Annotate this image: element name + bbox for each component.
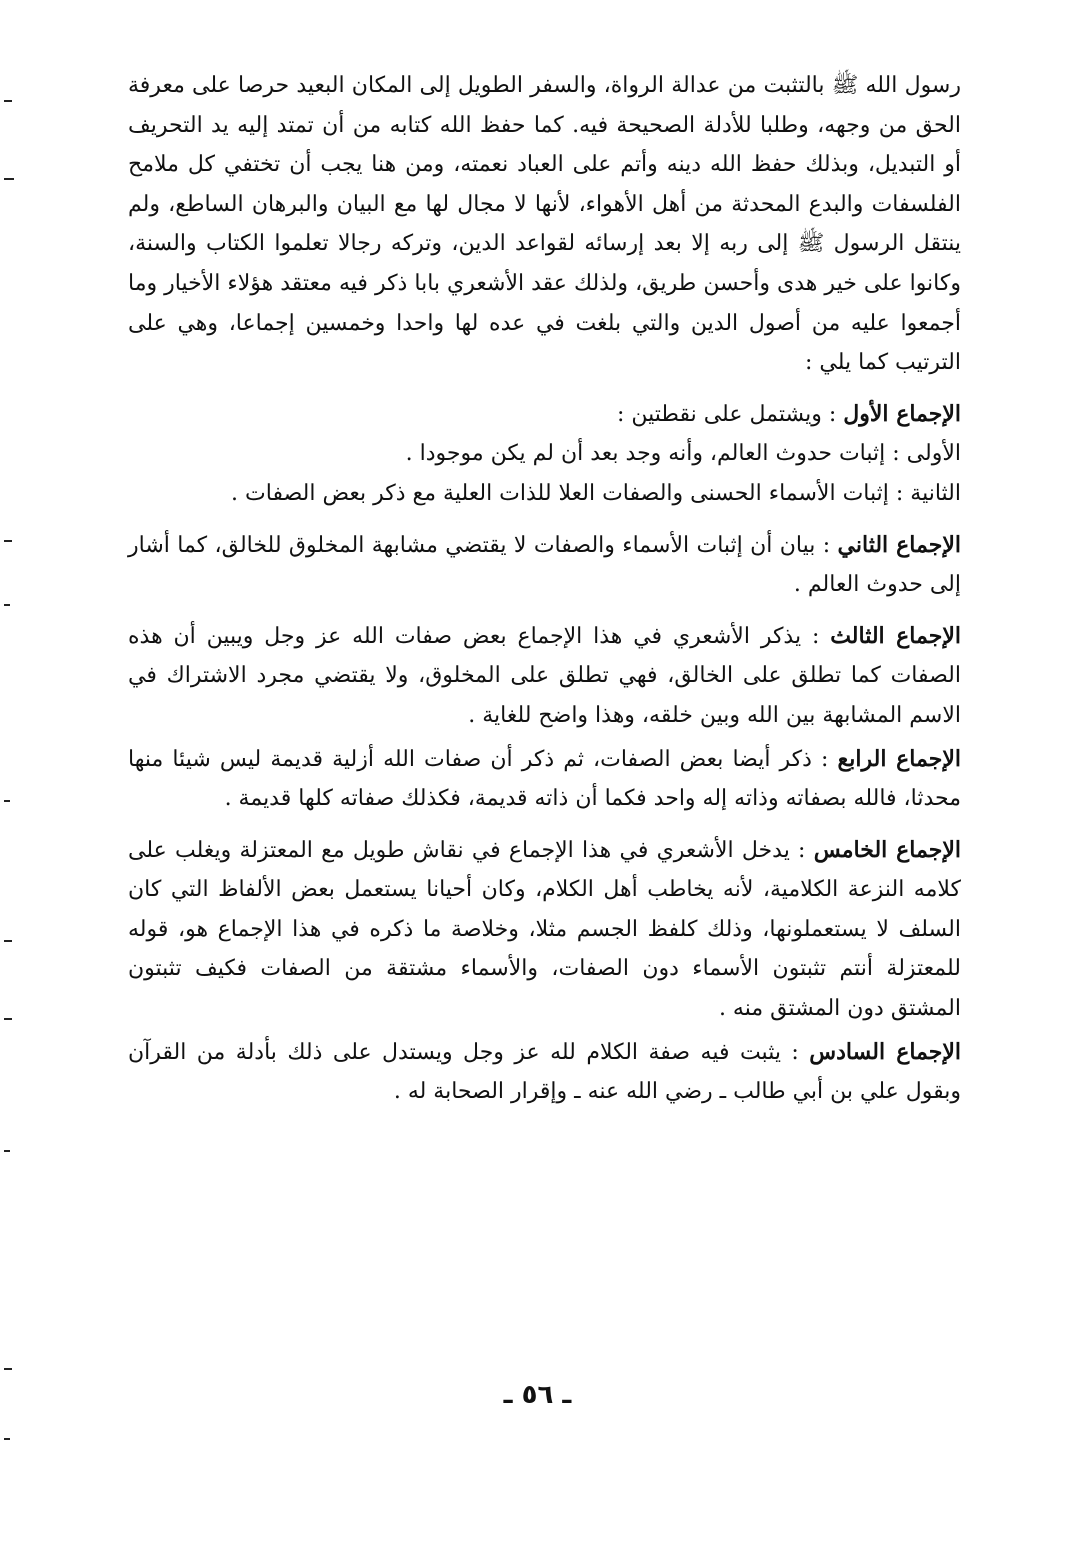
ijma-6-text: : يثبت فيه صفة الكلام لله عز وجل ويستدل على ذلك بأدلة من القرآن وبقول علي بن أبي طالب ـ رضي الله عنه ـ وإقرار الصحابة له . — [128, 1039, 961, 1105]
margin-mark — [4, 1150, 10, 1152]
ijma-1-paragraph — [128, 395, 961, 435]
margin-mark — [4, 800, 10, 802]
ijma-6-paragraph — [128, 1033, 961, 1112]
margin-mark — [4, 100, 12, 102]
margin-mark — [4, 604, 10, 606]
ijma-4-text: : ذكر أيضا بعض الصفات، ثم ذكر أن صفات الله أزلية قديمة ليس شيئا منها محدثا، فالله بصفاته وذاته إله واحد فكما أن ذاته قديمة، فكذلك صفاته كلها قديمة . — [128, 746, 961, 812]
ijma-1-point-1 — [128, 434, 961, 474]
ijma-3-paragraph — [128, 617, 961, 736]
margin-mark — [4, 940, 12, 942]
ijma-4-paragraph — [128, 740, 961, 819]
margin-mark — [4, 1368, 12, 1370]
ijma-1-point-2 — [128, 474, 961, 514]
point-2-text: : إثبات الأسماء الحسنى والصفات العلا للذات العلية مع ذكر بعض الصفات . — [231, 480, 911, 506]
intro-paragraph: رسول الله ﷺ بالتثبت من عدالة الرواة، والسفر الطويل إلى المكان البعيد حرصا على معرفة الحق من وجهه، وطلبا للأدلة الصحيحة فيه. كما حفظ الله كتابه من أن تمتد إليه يد التحريف أو التبديل، وبذلك حفظ الله دينه وأتم على العباد نعمته، ومن هنا يجب أن تختفي كل ملامح الفلسفات والبدع المحدثة من أهل الأهواء، لأنها لا مجال لها مع البيان والبرهان الساطع، ولم ينتقل الرسول ﷺ إلى ربه إلا بعد إرسائه لقواعد الدين، وتركه رجالا تعلموا الكتاب والسنة، وكانوا على خير هدى وأحسن طريق، ولذلك عقد الأشعري بابا ذكر فيه معتقد هؤلاء الأخيار وما أجمعوا عليه من أصول الدين والتي بلغت في عده لها واحدا وخمسين إجماعا، وهي على الترتيب كما يلي : — [128, 73, 961, 376]
ijma-6-heading: الإجماع السادس — [809, 1038, 962, 1065]
ijma-3-heading: الإجماع الثالث — [830, 622, 961, 649]
ijma-4-heading: الإجماع الرابع — [837, 745, 961, 772]
margin-mark — [4, 178, 14, 180]
page-body — [128, 66, 961, 1112]
point-2-label: الثانية — [910, 480, 961, 506]
ijma-1-text: : ويشتمل على نقطتين : — [617, 401, 844, 427]
ijma-5-heading: الإجماع الخامس — [813, 836, 961, 863]
ijma-5-text: : يدخل الأشعري في هذا الإجماع في نقاش طويل مع المعتزلة ويغلب على كلامه النزعة الكلامية، لأنه يخاطب أهل الكلام، وكان أحيانا يستعمل بعض الألفاظ التي كان السلف لا يستعملونها، وذلك كلفظ الجسم مثلا، وخلاصة ما ذكره في هذا الإجماع هو، قوله للمعتزلة أنتم تثبتون الأسماء دون الصفات، والأسماء مشتقة من الصفات فكيف تثبتون المشتق دون المشتق منه . — [128, 837, 961, 1022]
ijma-2-text: : بيان أن إثبات الأسماء والصفات لا يقتضي مشابهة المخلوق للخالق، كما أشار إلى حدوث العالم . — [128, 532, 961, 598]
margin-mark — [4, 540, 12, 542]
margin-mark — [4, 1438, 10, 1440]
point-1-text: : إثبات حدوث العالم، وأنه وجد بعد أن لم يكن موجودا . — [405, 441, 907, 467]
ijma-5-paragraph — [128, 831, 961, 1029]
page-number: ـ ٥٦ ـ — [503, 1380, 572, 1410]
margin-mark — [4, 1018, 12, 1020]
ijma-3-text: : يذكر الأشعري في هذا الإجماع بعض صفات الله عز وجل ويبين أن هذه الصفات كما تطلق على الخالق، فهي تطلق على المخلوق، ولا يقتضي مجرد الاشتراك في الاسم المشابهة بين الله وبين خلقه، وهذا واضح للغاية . — [128, 623, 961, 728]
ijma-2-paragraph — [128, 526, 961, 605]
ijma-2-heading: الإجماع الثاني — [837, 531, 961, 558]
point-1-label: الأولى — [906, 441, 961, 467]
ijma-1-heading: الإجماع الأول — [843, 400, 961, 427]
